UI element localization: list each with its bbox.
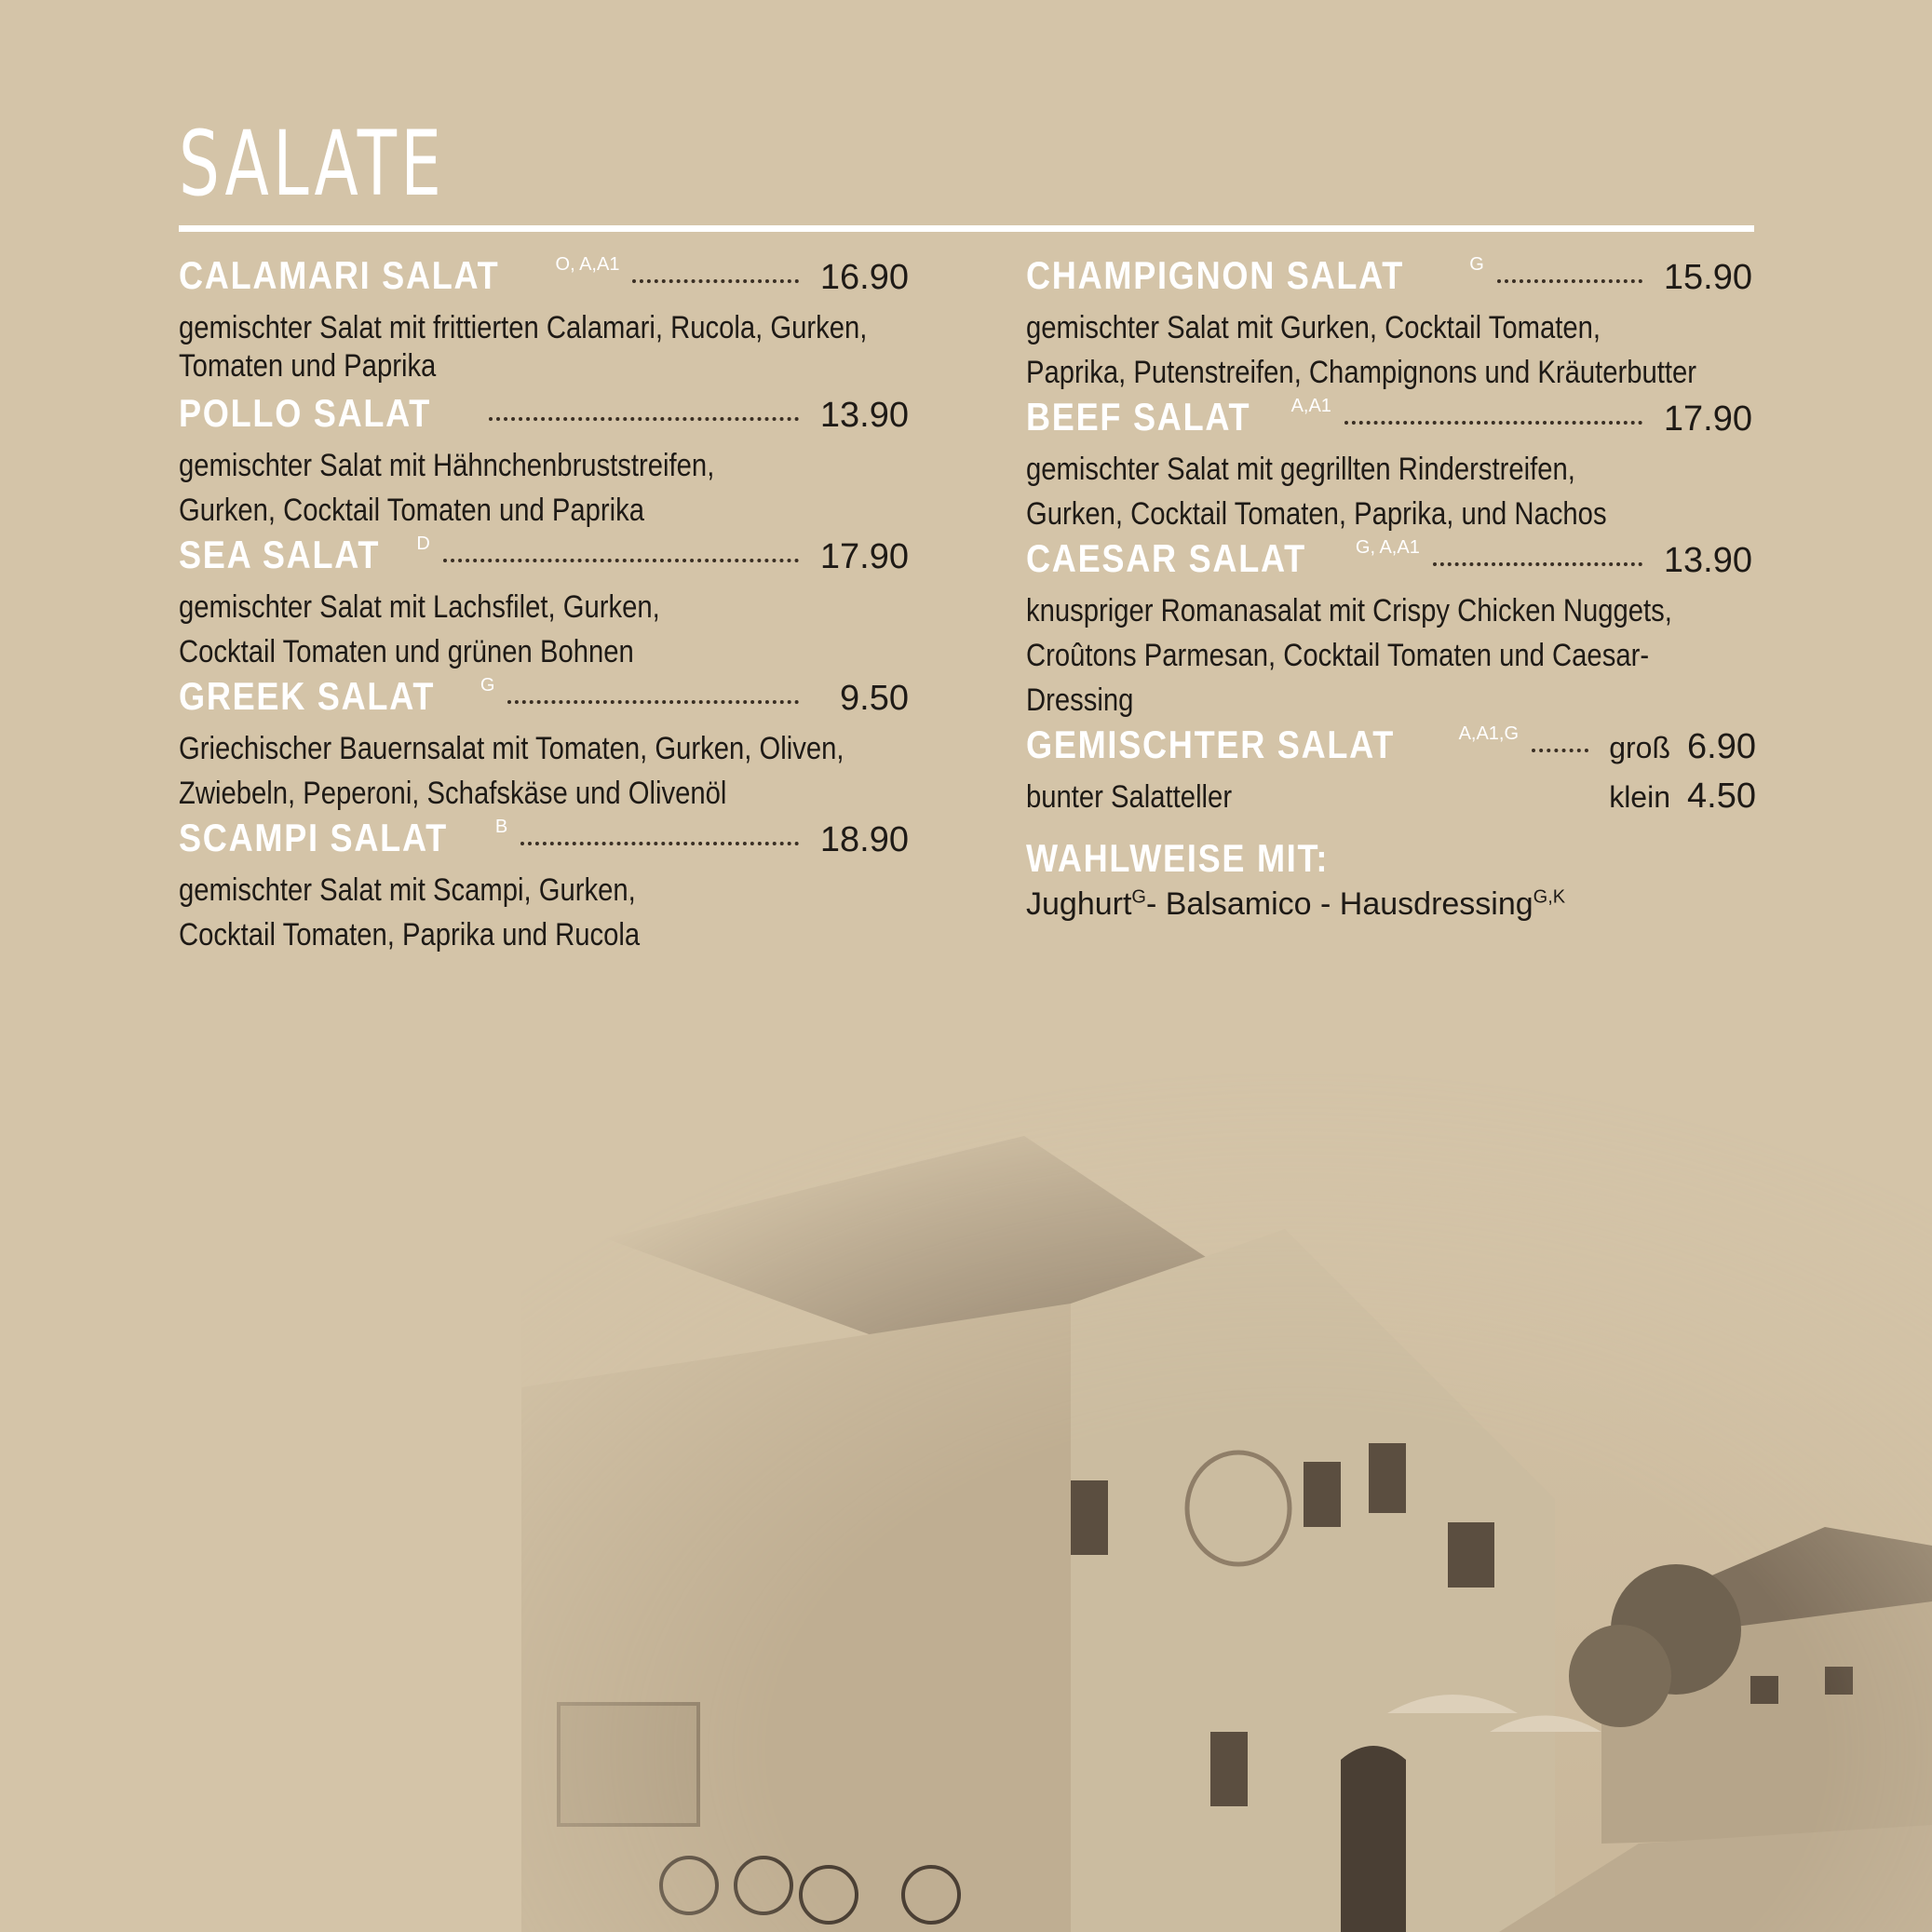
leader-dots [1344, 421, 1642, 425]
item-desc-1: gemischter Salat mit Hähnchenbruststreifen, [179, 448, 715, 483]
item-desc-2: Paprika, Putenstreifen, Champignons und Kräuterbutter [1026, 355, 1697, 390]
item-desc-2: Gurken, Cocktail Tomaten und Paprika [179, 493, 645, 528]
item-allergens: D [416, 534, 430, 554]
title-divider [179, 225, 1754, 232]
item-price: 17.90 [1663, 399, 1752, 439]
item-desc-2: Tomaten und Paprika [179, 348, 437, 384]
item-name: BEEF SALAT [1026, 395, 1251, 439]
section-title: SALATE [179, 112, 446, 216]
menu-item-caesar [1026, 536, 1752, 723]
item-name: SCAMPI SALAT [179, 816, 448, 859]
item-allergens: G [480, 675, 495, 696]
item-price: 15.90 [1663, 258, 1752, 297]
item-name: CHAMPIGNON SALAT [1026, 253, 1405, 297]
menu-item-greek [179, 674, 909, 816]
menu-item-sea [179, 533, 909, 674]
menu-item-scampi [179, 816, 909, 957]
menu-item-calamari [179, 253, 909, 382]
item-name: GEMISCHTER SALAT [1026, 723, 1396, 766]
item-desc-1: gemischter Salat mit Scampi, Gurken, [179, 872, 636, 908]
leader-dots [1433, 562, 1642, 566]
menu-item-beef [1026, 395, 1752, 536]
item-desc-2: Zwiebeln, Peperoni, Schafskäse und Olivenöl [179, 776, 727, 811]
dressing-options [1026, 886, 1752, 923]
leader-dots [507, 700, 799, 704]
historic-building-photo [521, 1024, 1932, 1932]
item-allergens: O, A,A1 [555, 254, 620, 275]
item-price-small: 4.50 [1687, 777, 1756, 816]
item-price: 13.90 [1663, 541, 1752, 580]
item-desc-2: Cocktail Tomaten und grünen Bohnen [179, 634, 634, 669]
leader-dots [632, 279, 799, 283]
item-allergens: G [1469, 254, 1484, 275]
item-price: 13.90 [819, 396, 909, 435]
item-name: CAESAR SALAT [1026, 536, 1306, 580]
size-large-label: groß [1609, 731, 1670, 764]
dressing-jughurt-allergens: G [1131, 886, 1146, 908]
leader-dots [489, 417, 799, 421]
leader-dots [1497, 279, 1642, 283]
item-name: GREEK SALAT [179, 674, 436, 718]
wahlweise-block [1026, 827, 1752, 923]
item-price: 9.50 [840, 679, 909, 718]
item-desc-1: knuspriger Romanasalat mit Crispy Chicken Nuggets, [1026, 593, 1672, 628]
item-desc-2: Gurken, Cocktail Tomaten, Paprika, und Nachos [1026, 496, 1607, 532]
item-desc-2: Croûtons Parmesan, Cocktail Tomaten und Caesar-Dressing [1026, 638, 1650, 718]
dressing-rest-allergens: G,K [1533, 886, 1566, 908]
right-column [1026, 253, 1756, 923]
leader-dots [1532, 749, 1588, 752]
item-allergens: A,A1 [1290, 396, 1331, 416]
item-name: CALAMARI SALAT [179, 253, 500, 297]
left-column [179, 253, 909, 957]
dressing-rest: - Balsamico - Hausdressing [1145, 886, 1533, 922]
item-desc-1: bunter Salatteller [1026, 779, 1233, 815]
menu-item-champignon [1026, 253, 1752, 395]
item-price: 17.90 [819, 537, 909, 576]
item-desc-1: gemischter Salat mit Lachsfilet, Gurken, [179, 589, 660, 625]
item-price: 16.90 [819, 258, 909, 297]
item-name: SEA SALAT [179, 533, 381, 576]
dressing-jughurt: Jughurt [1026, 886, 1132, 922]
item-allergens: G, A,A1 [1355, 537, 1420, 558]
leader-dots [520, 842, 799, 845]
item-allergens: B [494, 817, 508, 837]
size-small-label: klein [1609, 780, 1670, 814]
item-desc-1: Griechischer Bauernsalat mit Tomaten, Gurken, Oliven, [179, 731, 844, 766]
item-desc-1: gemischter Salat mit Gurken, Cocktail Tomaten, [1026, 310, 1601, 345]
menu-item-gemischter [1026, 723, 1756, 827]
item-desc-2: Cocktail Tomaten, Paprika und Rucola [179, 917, 641, 952]
item-name: POLLO SALAT [179, 391, 432, 435]
item-price: 18.90 [819, 820, 909, 859]
item-desc-1: gemischter Salat mit gegrillten Rinderstreifen, [1026, 452, 1575, 487]
item-allergens: A,A1,G [1458, 723, 1520, 744]
item-price-large: 6.90 [1687, 727, 1756, 766]
leader-dots [443, 559, 799, 562]
item-desc-1: gemischter Salat mit frittierten Calamari, Rucola, Gurken, [179, 310, 868, 345]
wahlweise-title: WAHLWEISE MIT: [1026, 836, 1330, 880]
menu-item-pollo [179, 391, 909, 533]
